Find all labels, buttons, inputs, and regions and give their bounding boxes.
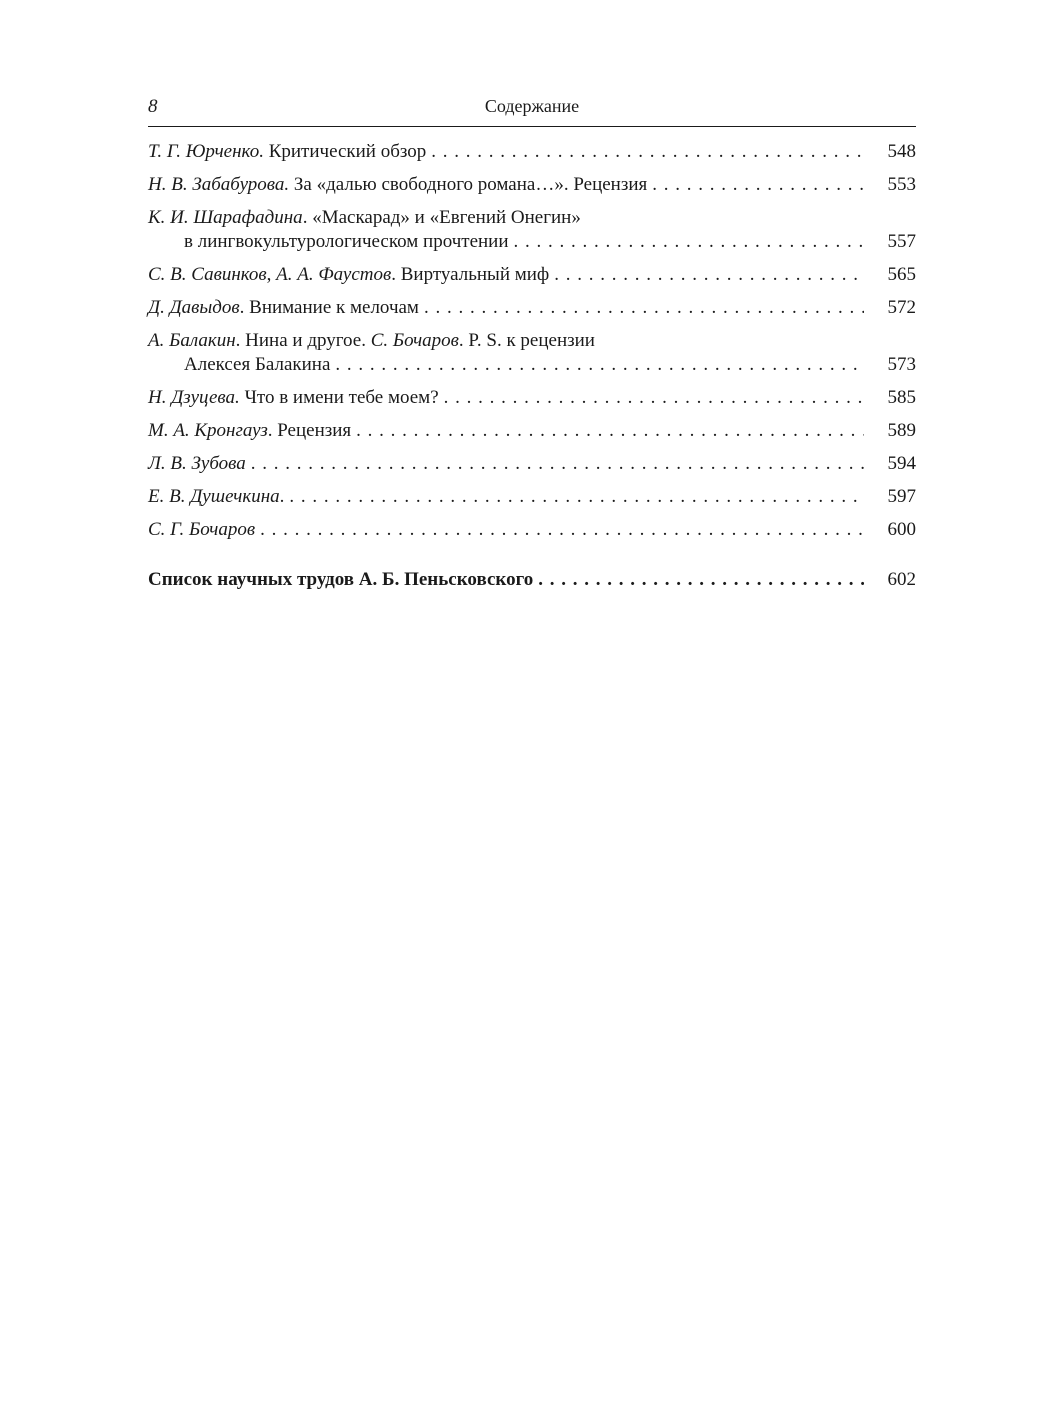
- toc-title: За «далью свободного романа…». Рецензия: [293, 174, 648, 195]
- toc-entry[interactable]: А. Балакин. Нина и другое. С. Бочаров. P. S. к рецензии Алексея Балакина . . . 573: [148, 329, 916, 377]
- toc-title: Внимание к мелочам: [249, 297, 419, 318]
- toc-author: С. Г. Бочаров: [148, 519, 256, 540]
- toc-coauthor: А. А. Фаустов: [276, 264, 392, 285]
- toc-author: Н. Дзуцева.: [148, 387, 240, 408]
- toc-title: Рецензия: [277, 420, 352, 441]
- running-title: Содержание: [484, 96, 580, 116]
- toc-title: Критический обзор: [268, 141, 427, 162]
- toc-author: Е. В. Душечкина: [148, 486, 280, 507]
- toc-author: Д. Давыдов: [148, 297, 240, 318]
- page-number: 8: [148, 96, 158, 117]
- dot-leader: [289, 485, 864, 509]
- toc-page-number: 573: [887, 354, 916, 375]
- toc-page-number: 589: [887, 420, 916, 441]
- dot-leader: [356, 419, 864, 443]
- toc-entry[interactable]: [148, 386, 916, 410]
- toc-author: Н. В. Забабурова.: [148, 174, 290, 195]
- toc-page-number: 600: [887, 519, 916, 540]
- toc-author: Т. Г. Юрченко.: [148, 141, 264, 162]
- toc-author: М. А. Кронгауз: [148, 420, 268, 441]
- dot-leader: [260, 518, 864, 542]
- toc-entry[interactable]: Д. Давыдов. Внимание к мелочам . . . 572: [148, 296, 916, 320]
- dot-leader: [514, 230, 864, 254]
- toc-entry-bibliography[interactable]: [148, 568, 916, 592]
- toc-page-number: 548: [887, 141, 916, 162]
- toc-title: «Маскарад» и «Евгений Онегин»: [312, 207, 581, 228]
- toc-page-number: 602: [887, 569, 916, 590]
- toc-title-second: P. S. к рецензии: [468, 330, 595, 351]
- toc-title-continuation: Алексея Балакина: [184, 354, 331, 375]
- dot-leader: [335, 353, 864, 377]
- toc-entry[interactable]: [148, 452, 916, 476]
- dot-leader: [554, 263, 864, 287]
- toc-title: Нина и другое.: [245, 330, 366, 351]
- toc-entry[interactable]: Е. В. Душечкина. . . . 597: [148, 485, 916, 509]
- dot-leader: [538, 568, 864, 592]
- toc-page-number: 597: [887, 486, 916, 507]
- toc-author: Л. В. Зубова: [148, 453, 246, 474]
- toc-page-number: 585: [887, 387, 916, 408]
- toc-entry[interactable]: [148, 518, 916, 542]
- toc-page-number: 553: [887, 174, 916, 195]
- toc-author: А. Балакин: [148, 330, 236, 351]
- toc-entry[interactable]: М. А. Кронгауз. Рецензия . . . 589: [148, 419, 916, 443]
- toc-entry[interactable]: [148, 140, 916, 164]
- dot-leader: [424, 296, 864, 320]
- toc-page-number: 557: [887, 231, 916, 252]
- toc-page-number: 565: [887, 264, 916, 285]
- toc-author: С. В. Савинков: [148, 264, 267, 285]
- toc-entry[interactable]: С. В. Савинков, А. А. Фаустов. Виртуальный миф . . . 565: [148, 263, 916, 287]
- toc-title: Список научных трудов А. Б. Пеньсковского: [148, 569, 534, 590]
- toc-page-number: 594: [887, 453, 916, 474]
- toc-title: Виртуальный миф: [400, 264, 550, 285]
- toc-author: К. И. Шарафадина: [148, 207, 303, 228]
- toc-title: Что в имени тебе моем?: [244, 387, 439, 408]
- toc-title-continuation: в лингвокультурологическом прочтении: [184, 231, 509, 252]
- page-header: [148, 96, 916, 127]
- dot-leader: [251, 452, 864, 476]
- dot-leader: [444, 386, 864, 410]
- toc-entry[interactable]: [148, 173, 916, 197]
- toc-page-number: 572: [887, 297, 916, 318]
- table-of-contents: [148, 140, 916, 601]
- dot-leader: [431, 140, 864, 164]
- toc-coauthor: С. Бочаров: [370, 330, 459, 351]
- toc-entry[interactable]: К. И. Шарафадина. «Маскарад» и «Евгений Онегин» в лингвокультурологическом прочтении . . . 557: [148, 206, 916, 254]
- dot-leader: [652, 173, 864, 197]
